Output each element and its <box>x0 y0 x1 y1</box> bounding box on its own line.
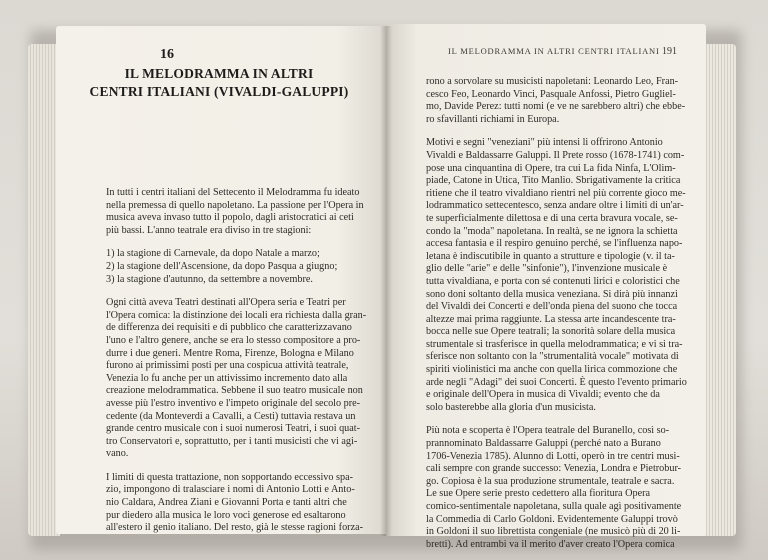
text-line: ritiene che il teatro vivaldiano rientri nel più corrente gioco me- <box>426 187 686 199</box>
text-line: tro Conservatori e, soprattutto, per i tanti musicisti che vi agi- <box>106 435 358 447</box>
text-line: cedente (da Monteverdi a Cavalli, a Cesti) tuttavia restava un <box>106 410 356 422</box>
text-line: de differenza dei requisiti e di pubblico che caratterizzavano <box>106 322 352 334</box>
chapter-title-line: CENTRI ITALIANI (VIVALDI-GALUPPI) <box>89 84 349 99</box>
text-line: 1706-Venezia 1785). Alunno di Lotti, operò in tre centri musi- <box>426 450 680 462</box>
text-line: cesco Feo, Leonardo Vinci, Pasquale Anfossi, Pietro Gugliel- <box>426 88 676 100</box>
text-line: Vivaldi e Baldassarre Galuppi. Il Prete rosso (1678-1741) com- <box>426 149 685 161</box>
paragraph <box>426 76 688 126</box>
paragraph-gap <box>426 414 688 425</box>
text-line: bretti). Ad entrambi va il merito d'aver creato l'Opera comica <box>426 538 675 550</box>
text-line: mo, Davide Perez: tutti nomi (e ve ne sarebbero altri) che ebbe- <box>426 101 686 113</box>
left-page-body <box>106 187 367 535</box>
paragraph-gap <box>106 461 358 472</box>
paragraph <box>106 297 367 461</box>
text-line: spiriti violinistici ma anche con quella lirica commozione che <box>426 364 678 376</box>
chapter-title <box>84 65 354 101</box>
text-line: prannominato Baldassarre Galuppi (perché nato a Burano <box>426 438 661 450</box>
chapter-title-line: IL MELODRAMMA IN ALTRI <box>124 66 314 81</box>
text-line: piade, Catone in Utica, Tito Manlio. Sbrigativamente la critica <box>426 175 681 187</box>
text-line: cali sempre con grande successo: Venezia, Londra e Pietrobur- <box>426 463 682 475</box>
text-line: vano. <box>106 448 129 460</box>
paragraph <box>106 187 364 237</box>
chapter-number: 16 <box>160 47 174 62</box>
text-line: strumentale si trasferisce in quella melodrammatica; e vi si tra- <box>426 338 683 350</box>
text-line: grande centro musicale con i suoi numerosi Teatri, i suoi quat- <box>106 423 360 435</box>
text-line: go. Copiosa è la sua produzione strumentale, teatrale e sacra. <box>426 475 675 487</box>
text-line: l'uno e l'altro genere, anche se era lo stesso compositore a pro- <box>106 334 361 346</box>
text-line: sferisce non soltanto con la "strumentalità vocale" motivata di <box>426 351 679 363</box>
text-line: 1) la stagione di Carnevale, da dopo Natale a marzo; <box>106 248 320 260</box>
right-page-body <box>426 76 688 551</box>
page-number: 191 <box>662 46 677 57</box>
text-line: solo basterebbe alla gloria d'un musicista. <box>426 401 596 413</box>
text-line: tutta vivaldiana, e porta con sé contenuti lirici e coloristici che <box>426 275 680 287</box>
text-line: glio delle "arie" e delle "sinfonie"), l'invenzione musicale è <box>426 263 668 275</box>
paragraph-gap <box>106 286 358 297</box>
text-line: in Goldoni il suo librettista congeniale (ne musicò più di 20 li- <box>426 526 681 538</box>
text-line: comico-sentimentale napoletana, sulla quale agì positivamente <box>426 501 682 512</box>
paragraph <box>106 248 358 286</box>
text-line: la Commedia di Carlo Goldoni. Evidentemente Galuppi trovò <box>426 513 678 525</box>
text-line: durre i due generi. Mentre Roma, Firenze, Bologna e Milano <box>106 347 354 359</box>
text-line: Motivi e segni "veneziani" più intensi li offrirono Antonio <box>426 137 663 149</box>
text-line: 2) la stagione dell'Ascensione, da dopo Pasqua a giugno; <box>106 260 338 272</box>
text-line: accesa fantasia e il respiro genuino perché, se l'influenza napo- <box>426 238 683 250</box>
text-line: creazione melodrammatica. Sebbene il suo teatro musicale non <box>106 385 363 397</box>
text-line: altezze mai prima raggiunte. La stessa arte incandescente tra- <box>426 313 676 325</box>
book-gutter <box>380 26 392 536</box>
text-line: te superficialmente dilettosa e di una certa bravura vocale, se- <box>426 212 678 224</box>
text-line: Ogni città aveva Teatri destinati all'Opera seria e Teatri per <box>106 297 346 309</box>
text-line: Più nota e scoperta è l'Opera teatrale del Buranello, così so- <box>426 425 670 437</box>
text-line: nella premessa di quello napoletano. La passione per l'Opera in <box>106 199 364 211</box>
text-line: 3) la stagione d'autunno, da settembre a novembre. <box>106 273 313 285</box>
text-line: Le sue Opere serie presto cedettero alla fioritura Opera <box>426 488 651 500</box>
text-line: pur diedero alla musica le loro voci generose ed esaltarono <box>106 509 346 521</box>
paragraph <box>426 137 688 414</box>
text-line: I limiti di questa trattazione, non sopportando eccessivo spa- <box>106 471 353 483</box>
paragraph-gap <box>106 237 358 248</box>
text-line: all'estero il genio italiano. Del resto, già le stesse ragioni forza- <box>106 522 364 534</box>
text-line: lodrammatico settecentesco, senza andare oltre i limiti di un'ar- <box>426 200 684 212</box>
text-line: In tutti i centri italiani del Settecento il Melodramma fu ideato <box>106 187 360 198</box>
text-line: bocca nelle sue Opere teatrali; la sonorità solare della musica <box>426 326 676 338</box>
text-line: del Vivaldi dei Concerti e dell'onda piena del suono che tocca <box>426 301 678 313</box>
text-line: nio Caldara, Andrea Ziani e Giovanni Porta e tanti altri che <box>106 497 347 509</box>
paragraph <box>426 425 688 551</box>
text-line: avesse più l'estro inventivo e l'impeto originale del secolo pre- <box>106 397 361 409</box>
text-line: zio, impongono di tralasciare i nomi di Antonio Lotti e Anto- <box>106 484 355 496</box>
text-line: arde negli "Adagi" dei suoi Concerti. È questo l'evento primario <box>426 376 687 388</box>
text-line: ro sfavillanti richiami in Europa. <box>426 113 560 125</box>
text-line: e originale dell'Opera in musica di Vivaldi; evento che da <box>426 389 660 401</box>
text-line: condo la "moda" napoletana. In realtà, se ne ignora la schietta <box>426 225 678 237</box>
text-line: l'Opera comica: la distinzione dei locali era richiesta dalla gran- <box>106 309 367 321</box>
text-line: più bassi. L'anno teatrale era diviso in tre stagioni: <box>106 224 312 236</box>
paragraph-gap <box>426 126 688 137</box>
text-line: furono ai primissimi posti per una cospicua attività teatrale, <box>106 360 349 372</box>
text-line: rono a sorvolare su musicisti napoletani: Leonardo Leo, Fran- <box>426 76 679 87</box>
text-line: Venezia lo fu anche per un attivissimo incremento dato alla <box>106 372 348 384</box>
running-head: IL MELODRAMMA IN ALTRI CENTRI ITALIANI <box>448 46 660 56</box>
text-line: musica aveva invaso tutto il popolo, dagli aristocratici ai ceti <box>106 212 354 224</box>
paragraph <box>106 471 364 535</box>
text-line: pose una cinquantina di Opere, tra cui La fida Ninfa, L'Olim- <box>426 162 676 174</box>
text-line: sono doni soltanto della musica veneziana. Si dirà più innanzi <box>426 288 678 300</box>
text-line: letana è indiscutibile in quanto a strutture e tipologie (v. il ta- <box>426 250 675 262</box>
